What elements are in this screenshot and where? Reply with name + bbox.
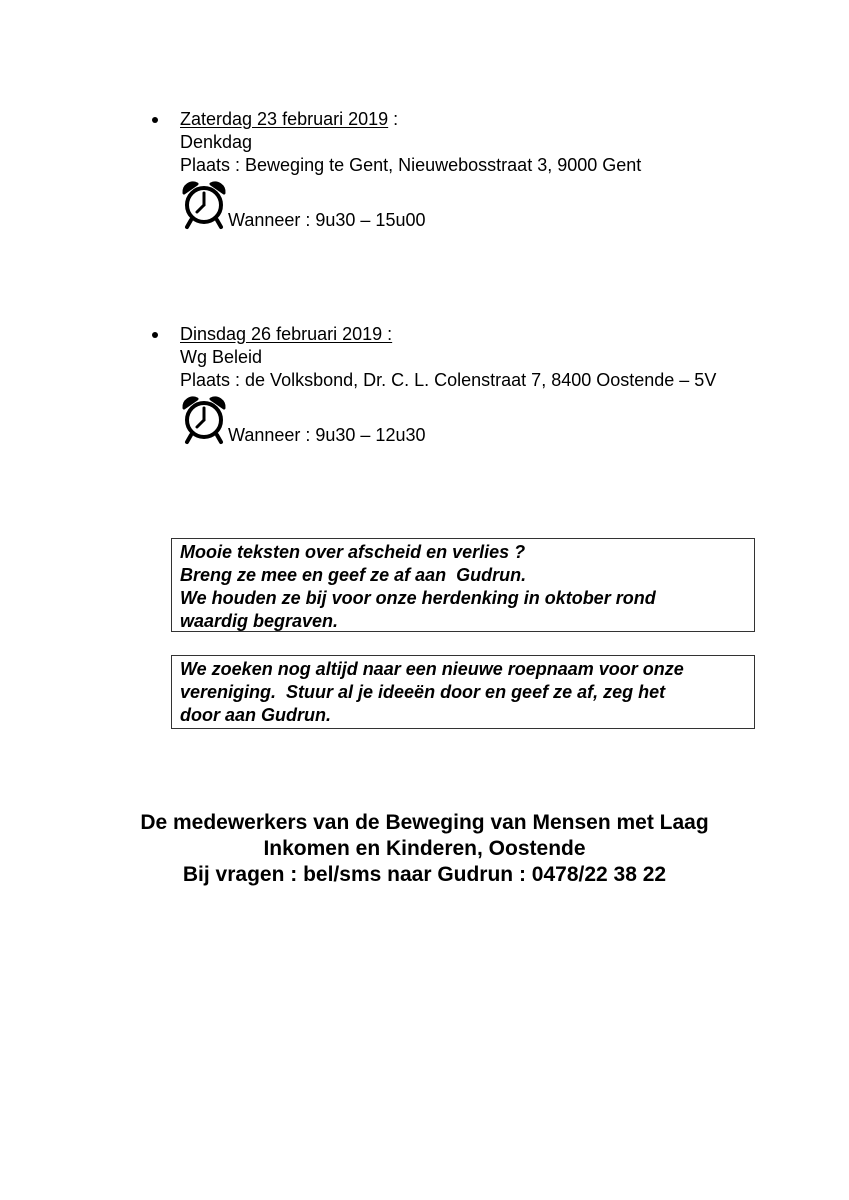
notice-line: waardig begraven. xyxy=(180,611,339,631)
notice-line: Mooie teksten over afscheid en verlies ? xyxy=(180,542,526,562)
event-time: Wanneer : 9u30 – 15u00 xyxy=(228,210,426,230)
footer-line: De medewerkers van de Beweging van Mensen met Laag xyxy=(140,811,709,834)
notice-line: Breng ze mee en geef ze af aan Gudrun. xyxy=(180,565,527,585)
alarm-clock-icon xyxy=(180,394,228,446)
notice-box xyxy=(171,655,755,729)
bullet xyxy=(152,117,158,123)
notice-line: vereniging. Stuur al je ideeën door en geef ze af, zeg het xyxy=(180,682,666,702)
event-title: Denkdag xyxy=(180,132,253,152)
notice-line: door aan Gudrun. xyxy=(180,705,331,725)
notice-box xyxy=(171,538,755,632)
event-time: Wanneer : 9u30 – 12u30 xyxy=(228,425,426,445)
event-date: Dinsdag 26 februari 2019 : xyxy=(180,324,393,344)
footer-line: Inkomen en Kinderen, Oostende xyxy=(263,837,586,860)
event-date: Zaterdag 23 februari 2019 xyxy=(180,109,389,129)
event-location: Plaats : de Volksbond, Dr. C. L. Colenstraat 7, 8400 Oostende – 5V xyxy=(180,370,717,390)
notice-line: We houden ze bij voor onze herdenking in oktober rond xyxy=(180,588,656,608)
footer xyxy=(0,810,849,888)
notice-line: We zoeken nog altijd naar een nieuwe roepnaam voor onze xyxy=(180,659,684,679)
event-date-suffix: : xyxy=(388,109,399,129)
event-title: Wg Beleid xyxy=(180,347,263,367)
alarm-clock-icon xyxy=(180,179,228,231)
footer-line: Bij vragen : bel/sms naar Gudrun : 0478/22 38 22 xyxy=(182,863,667,886)
event-location: Plaats : Beweging te Gent, Nieuwebosstraat 3, 9000 Gent xyxy=(180,155,642,175)
bullet xyxy=(152,332,158,338)
